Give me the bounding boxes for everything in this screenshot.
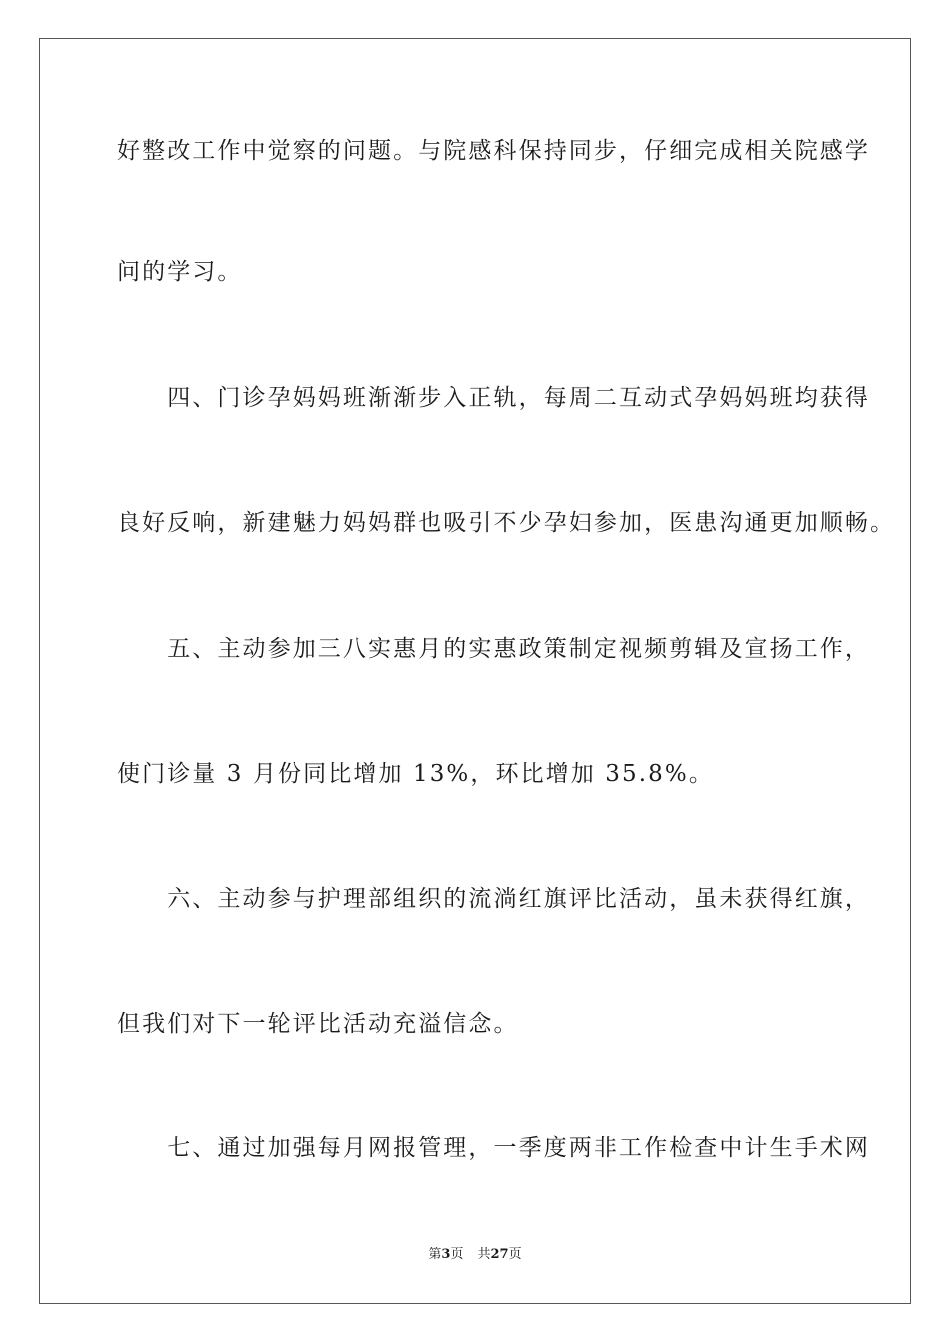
total-prefix: 共 <box>477 1247 491 1262</box>
page-suffix: 页 <box>450 1247 464 1262</box>
total-suffix: 页 <box>508 1247 522 1262</box>
body-line-8: 但我们对下一轮评比活动充溢信念。 <box>117 1011 519 1037</box>
page-footer <box>0 1246 950 1264</box>
body-line-2: 问的学习。 <box>117 259 243 285</box>
body-line-9: 七、通过加强每月网报管理，一季度两非工作检查中计生手术网 <box>117 1135 870 1161</box>
page-number: 3 <box>441 1247 451 1262</box>
page-border <box>39 38 911 1304</box>
body-line-7: 六、主动参与护理部组织的流淌红旗评比活动，虽未获得红旗， <box>117 886 870 912</box>
total-pages: 27 <box>490 1247 509 1262</box>
body-line-5: 五、主动参加三八实惠月的实惠政策制定视频剪辑及宣扬工作， <box>117 636 870 662</box>
page-prefix: 第 <box>428 1247 442 1262</box>
body-line-4: 良好反响，新建魅力妈妈群也吸引不少孕妇参加，医患沟通更加顺畅。 <box>117 510 896 536</box>
body-line-3: 四、门诊孕妈妈班渐渐步入正轨，每周二互动式孕妈妈班均获得 <box>117 385 870 411</box>
body-line-6: 使门诊量 3 月份同比增加 13%，环比增加 35.8%。 <box>117 761 714 787</box>
body-line-1: 好整改工作中觉察的问题。与院感科保持同步，仔细完成相关院感学 <box>117 138 870 164</box>
